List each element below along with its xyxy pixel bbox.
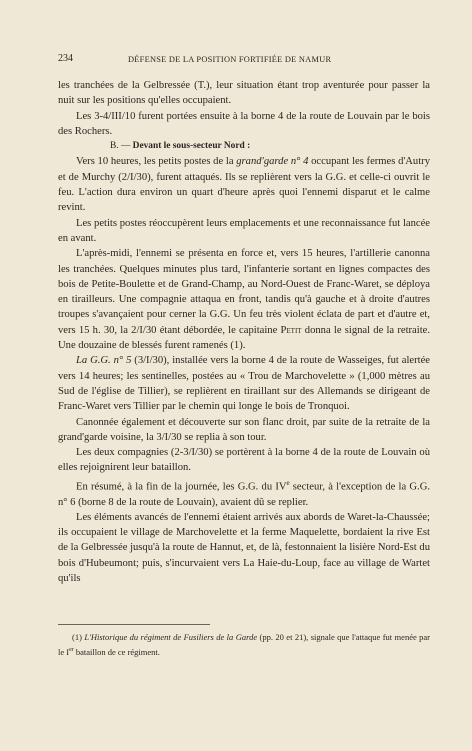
paragraph: Canonnée également et découverte sur son flanc droit, par suite de la retraite de la grand'garde voisine, la 3/I/30 se replia à son tour. xyxy=(58,416,430,443)
paragraph: Les deux compagnies (2-3/I/30) se portèrent à la borne 4 de la route de Louvain où elles rejoignirent leur bataillon. xyxy=(58,447,430,474)
paragraph: les tranchées de la Gelbressée (T.), leur situation étant trop aventurée pour passer la nuit sur les positions qu'elles occupaient. xyxy=(58,80,430,107)
page-body xyxy=(58,78,430,586)
paragraph: Les petits postes réoccupèrent leurs emplacements et une reconnaissance fut lancée en avant. xyxy=(58,217,430,244)
section-heading xyxy=(58,139,430,154)
footnote-divider xyxy=(58,624,210,625)
paragraph: Les éléments avancés de l'ennemi étaient arrivés aux abords de Waret-la-Chaussée; ils occupaient le village de Marchovelette et la ferme Maquelette, bordaient la rive Est de la Gelbressée jusqu'à la route de Hannut, et, de là, festonnaient la lisière Nord-Est du bois d'Hubeumont; puis, s'incurvaient vers La Haie-du-Loup, face au village de Wartet qu'ils xyxy=(58,511,430,585)
footnote: (1) L'Historique du régiment de Fusiliers de la Garde (pp. 20 et 21), signale que l'attaque fut menée par le Ier bataillon de ce régiment. xyxy=(58,632,431,658)
heading-text: Devant le sous-secteur Nord : xyxy=(132,141,251,152)
paragraph: L'après-midi, l'ennemi se présenta en force et, vers 15 heures, l'artillerie canonna les tranchées. Quelques minutes plus tard, l'infanterie sortant en lignes compactes des bois de Petite-Boulette et de Grand-Champ, au Nord-Ouest de Franc-Waret, se déploya en tirailleurs. Une compagnie attaqua en front, tandis qu'à gauche et à droite d'autres troupes s'avançaient pour cerner la G.G. Un feu très violent éclata de part et d'autre et, vers 15 h. 30, la 2/I/30 étant débordée, le capitaine Petit donna le signal de la retraite. Une douzaine de blessés furent ramenés (1). xyxy=(58,248,430,352)
paragraph: Vers 10 heures, les petits postes de la grand'garde n° 4 occupant les fermes d'Autry et de Murchy (2/I/30), furent attaqués. Ils se replièrent vers la G.G. et celle-ci ouvrit le feu. L'action dura environ un quart d'heure après quoi l'ennemi disparut et le calme revint. xyxy=(58,156,430,214)
paragraph: En résumé, à la fin de la journée, les G.G. du IVe secteur, à l'exception de la G.G. n° 6 (borne 8 de la route de Louvain), avaient dû se replier. xyxy=(58,478,430,508)
paragraph: La G.G. n° 5 (3/I/30), installée vers la borne 4 de la route de Wasseiges, fut alertée vers 14 heures; les sentinelles, postées au « Trou de Marchovelette » (1,000 mètres au Sud de l'église de Tillier), se replièrent en tiraillant sur des Allemands se dirigeant de Franc-Waret vers Tillier par le chemin qui longe le bois de Tronquoi. xyxy=(58,355,431,413)
paragraph: Les 3-4/III/10 furent portées ensuite à la borne 4 de la route de Louvain par le bois des Rochers. xyxy=(58,110,430,137)
running-title: DÉFENSE DE LA POSITION FORTIFIÉE DE NAMUR xyxy=(128,55,332,64)
heading-prefix: B. — xyxy=(110,141,133,152)
page-number: 234 xyxy=(58,53,73,64)
